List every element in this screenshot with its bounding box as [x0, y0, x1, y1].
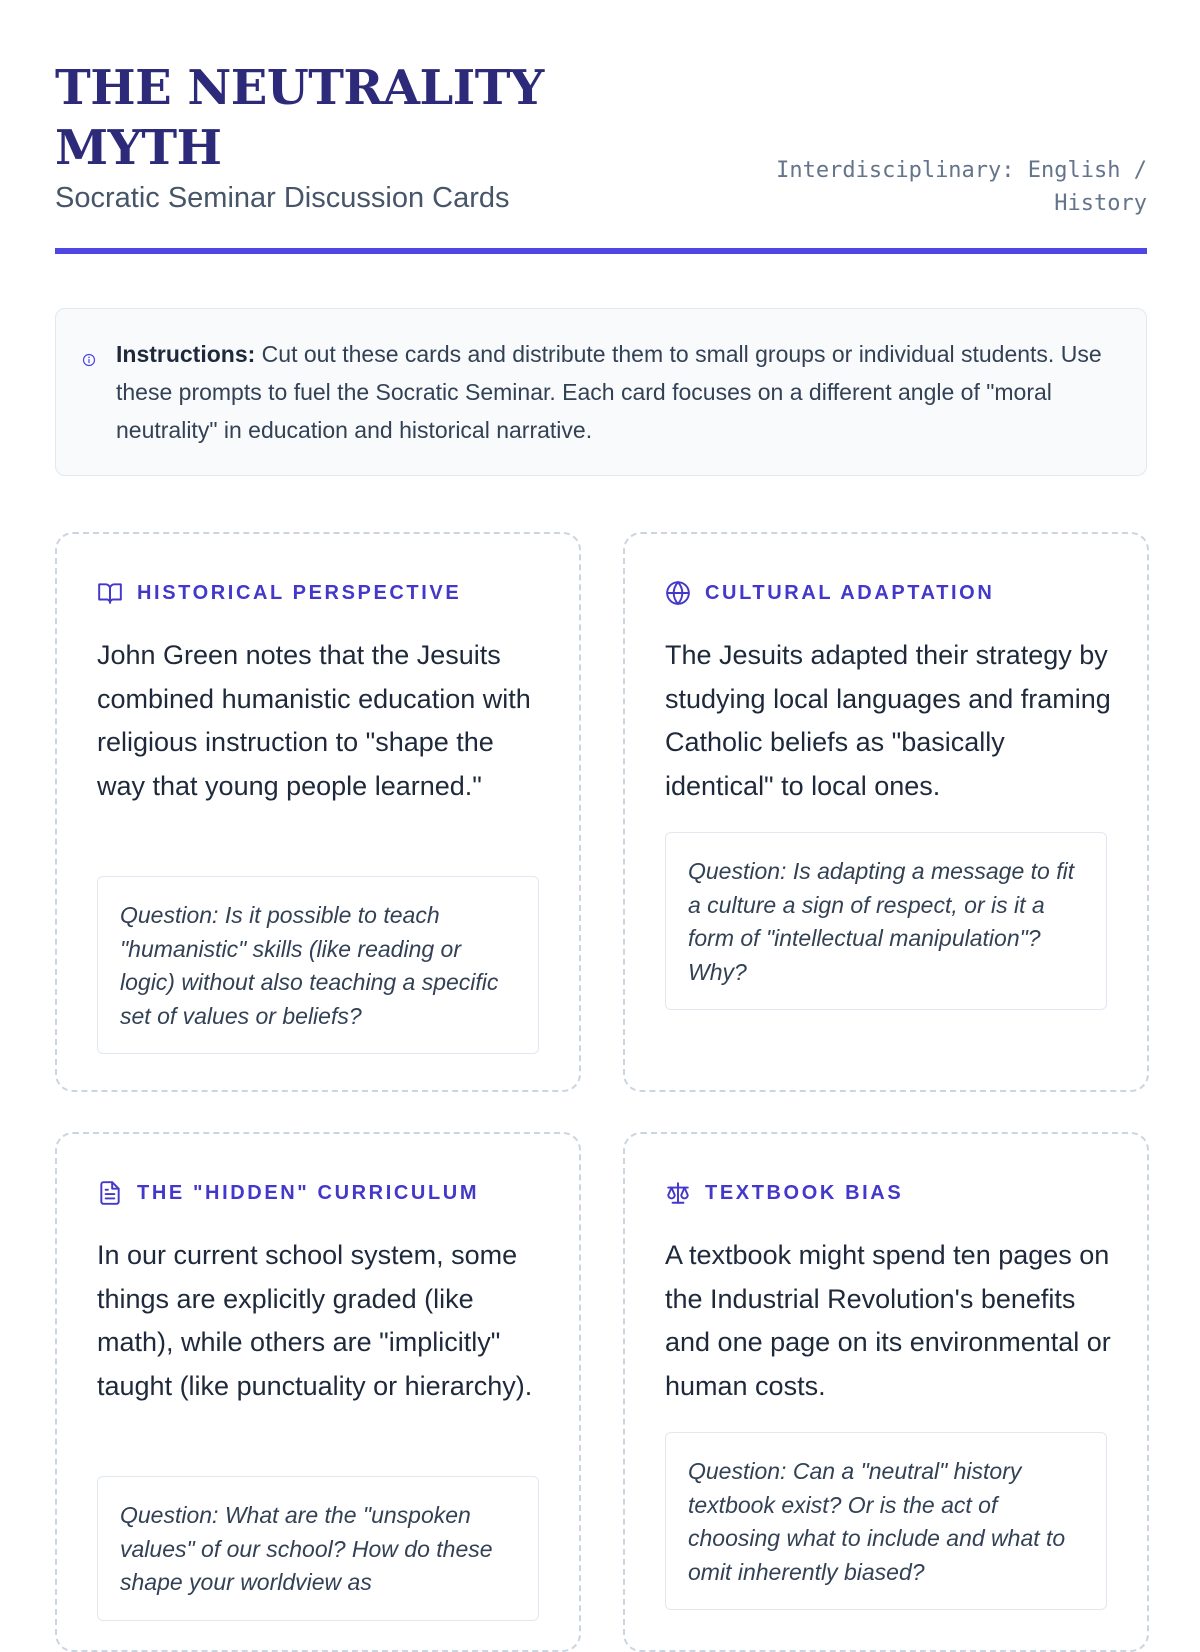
globe-icon [665, 580, 691, 606]
discussion-card [55, 532, 581, 1092]
card-header [665, 1178, 903, 1208]
card-question: Question: Is it possible to teach "humanistic" skills (like reading or logic) without also teaching a specific set of values or beliefs? [97, 876, 539, 1054]
instructions-body: Cut out these cards and distribute them to small groups or individual students. Use these prompts to fuel the Socratic Seminar. Each card focuses on a different angle of "moral neutrality" in education and historical narrative. [116, 341, 1102, 443]
card-label: THE "HIDDEN" CURRICULUM [137, 1181, 480, 1204]
card-label: HISTORICAL PERSPECTIVE [137, 581, 462, 604]
card-body: The Jesuits adapted their strategy by studying local languages and framing Catholic beliefs as "basically identical" to local ones. [665, 640, 1111, 801]
info-icon [82, 353, 96, 367]
card-body: In our current school system, some things are explicitly graded (like math), while others are "implicitly" taught (like punctuality or hierarchy). [97, 1240, 533, 1401]
card-header [97, 1178, 479, 1208]
card-question: Question: What are the "unspoken values" of our school? How do these shape your worldview as [97, 1476, 539, 1621]
discussion-card [623, 1132, 1149, 1652]
book-open-icon [97, 580, 123, 606]
subject-label: Interdisciplinary: English / History [776, 158, 1147, 216]
instructions-label: Instructions: [116, 341, 256, 367]
scale-icon [665, 1180, 691, 1206]
page-subtitle: Socratic Seminar Discussion Cards [55, 182, 510, 214]
card-body: A textbook might spend ten pages on the Industrial Revolution's benefits and one page on its environmental or human costs. [665, 1240, 1111, 1401]
card-label: CULTURAL ADAPTATION [705, 581, 995, 604]
instructions-text [116, 335, 1126, 449]
page-title: THE NEUTRALITY MYTH [55, 60, 544, 176]
card-question: Question: Is adapting a message to fit a culture a sign of respect, or is it a form of "intellectual manipulation"? Why? [665, 832, 1107, 1010]
card-header [665, 578, 994, 608]
discussion-card [55, 1132, 581, 1652]
card-header [97, 578, 461, 608]
card-label: TEXTBOOK BIAS [705, 1181, 904, 1204]
page-header [55, 58, 1147, 254]
card-body: John Green notes that the Jesuits combined humanistic education with religious instruction to "shape the way that young people learned." [97, 640, 531, 801]
document-icon [97, 1180, 123, 1206]
instructions-panel [55, 308, 1147, 476]
header-divider [55, 248, 1147, 254]
discussion-cards-page [55, 0, 1147, 1600]
discussion-card [623, 532, 1149, 1092]
card-question: Question: Can a "neutral" history textbook exist? Or is the act of choosing what to include and what to omit inherently biased? [665, 1432, 1107, 1610]
